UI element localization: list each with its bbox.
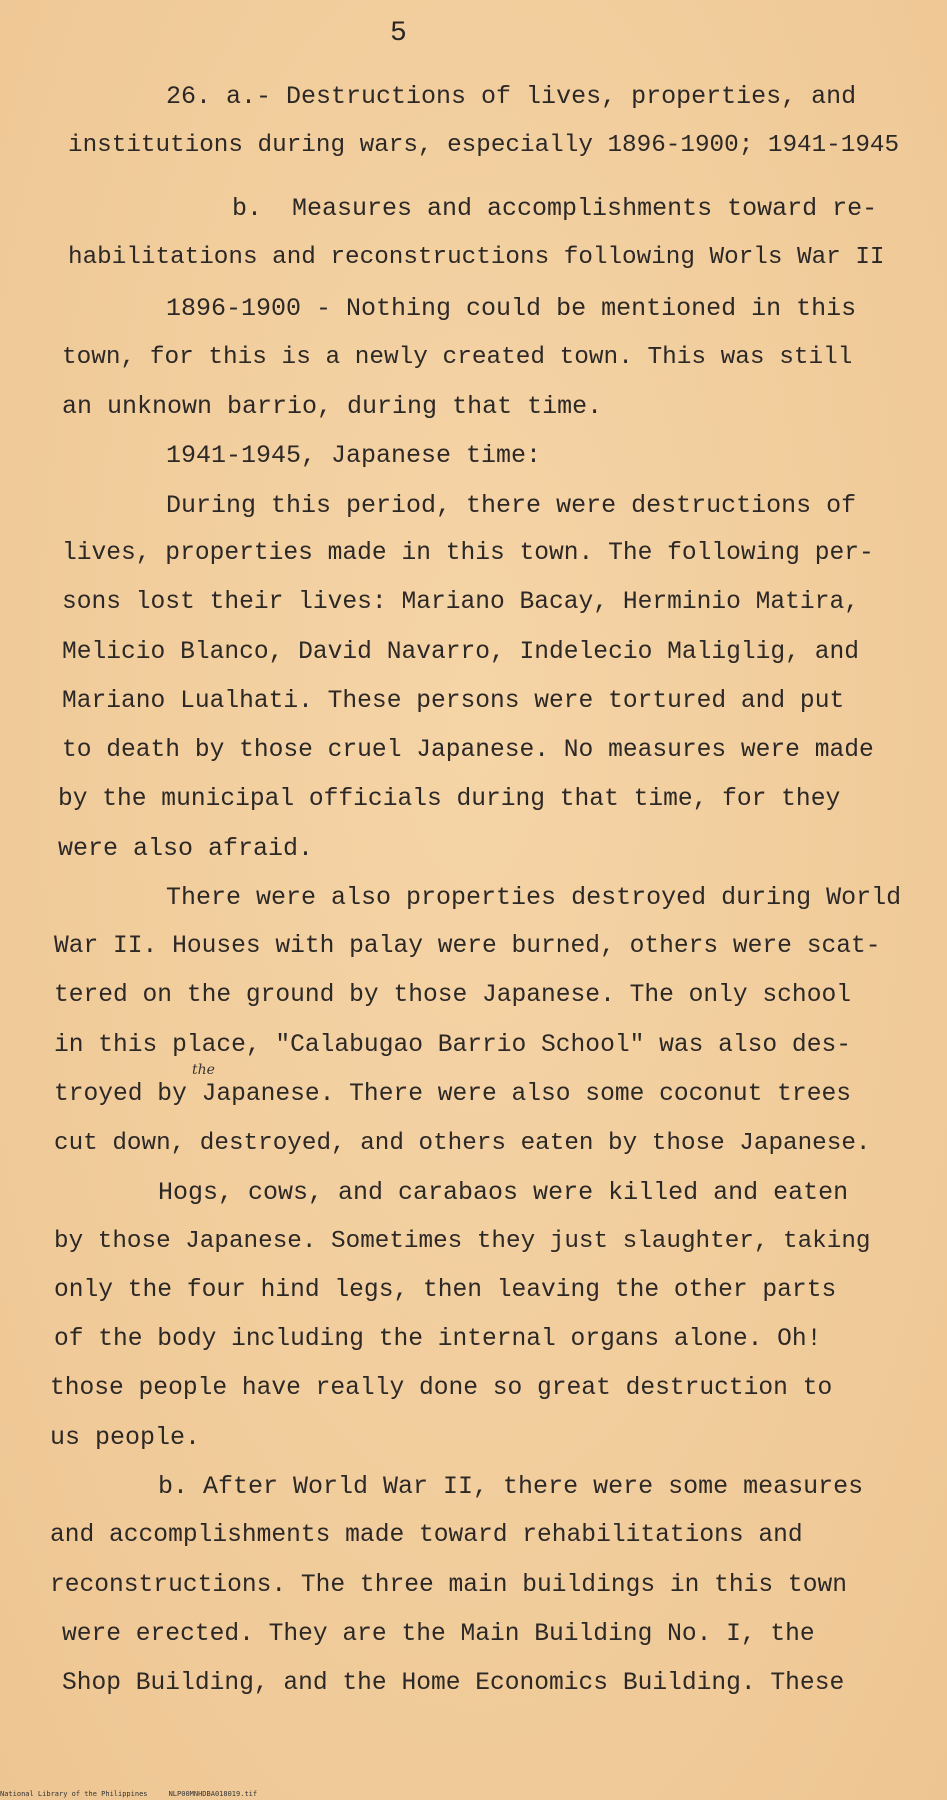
text-line: an unknown barrio, during that time. xyxy=(62,392,603,421)
text-line: tered on the ground by those Japanese. The only school xyxy=(54,982,851,1009)
text-line: of the body including the internal organs alone. Oh! xyxy=(54,1326,822,1353)
text-line: by the municipal officials during that time, for they xyxy=(58,786,841,813)
text-line: sons lost their lives: Mariano Bacay, Herminio Matira, xyxy=(62,589,859,616)
text-line: cut down, destroyed, and others eaten by those Japanese. xyxy=(54,1130,871,1157)
library-name: National Library of the Philippines xyxy=(0,1790,148,1798)
text-line: and accomplishments made toward rehabilitations and xyxy=(50,1522,803,1549)
text-line: Shop Building, and the Home Economics Building. These xyxy=(62,1670,845,1697)
text-line: 1896-1900 - Nothing could be mentioned in this xyxy=(166,294,857,323)
page-number: 5 xyxy=(390,18,407,49)
text-line: institutions during wars, especially 1896-1900; 1941-1945 xyxy=(68,132,900,159)
handwritten-insertion: the xyxy=(192,1062,215,1078)
text-line: us people. xyxy=(50,1423,201,1452)
text-line: troyed by Japanese. There were also some coconut trees xyxy=(54,1081,851,1108)
text-line: town, for this is a newly created town. This was still xyxy=(62,344,853,371)
text-line: During this period, there were destructions of xyxy=(166,491,857,520)
text-line: lives, properties made in this town. The following per- xyxy=(62,540,874,567)
file-name: NLP00MNHDBA018019.tif xyxy=(168,1790,258,1798)
text-line: Hogs, cows, and carabaos were killed and eaten xyxy=(158,1178,849,1207)
text-line: were erected. They are the Main Building No. I, the xyxy=(62,1621,815,1648)
text-line: habilitations and reconstructions following Worls War II xyxy=(68,244,885,271)
text-line: b. Measures and accomplishments toward re- xyxy=(232,194,878,223)
text-line: reconstructions. The three main buildings in this town xyxy=(50,1572,847,1599)
text-line: in this place, "Calabugao Barrio School" was also des- xyxy=(54,1032,851,1059)
text-line: to death by those cruel Japanese. No measures were made xyxy=(62,737,874,764)
text-line: There were also properties destroyed during World xyxy=(166,883,902,912)
text-line: were also afraid. xyxy=(58,834,314,863)
text-line: b. After World War II, there were some measures xyxy=(158,1472,864,1501)
text-line: 1941-1945, Japanese time: xyxy=(166,441,542,470)
text-line: War II. Houses with palay were burned, others were scat- xyxy=(54,933,881,960)
text-line: only the four hind legs, then leaving the other parts xyxy=(54,1277,837,1304)
text-line: Mariano Lualhati. These persons were tortured and put xyxy=(62,688,845,715)
text-line: by those Japanese. Sometimes they just slaughter, taking xyxy=(54,1228,871,1255)
text-line: Melicio Blanco, David Navarro, Indelecio Maliglig, and xyxy=(62,639,859,666)
text-line: 26. a.- Destructions of lives, properties, and xyxy=(166,82,857,111)
archive-footer xyxy=(0,1790,257,1798)
text-line: those people have really done so great destruction to xyxy=(50,1375,833,1402)
